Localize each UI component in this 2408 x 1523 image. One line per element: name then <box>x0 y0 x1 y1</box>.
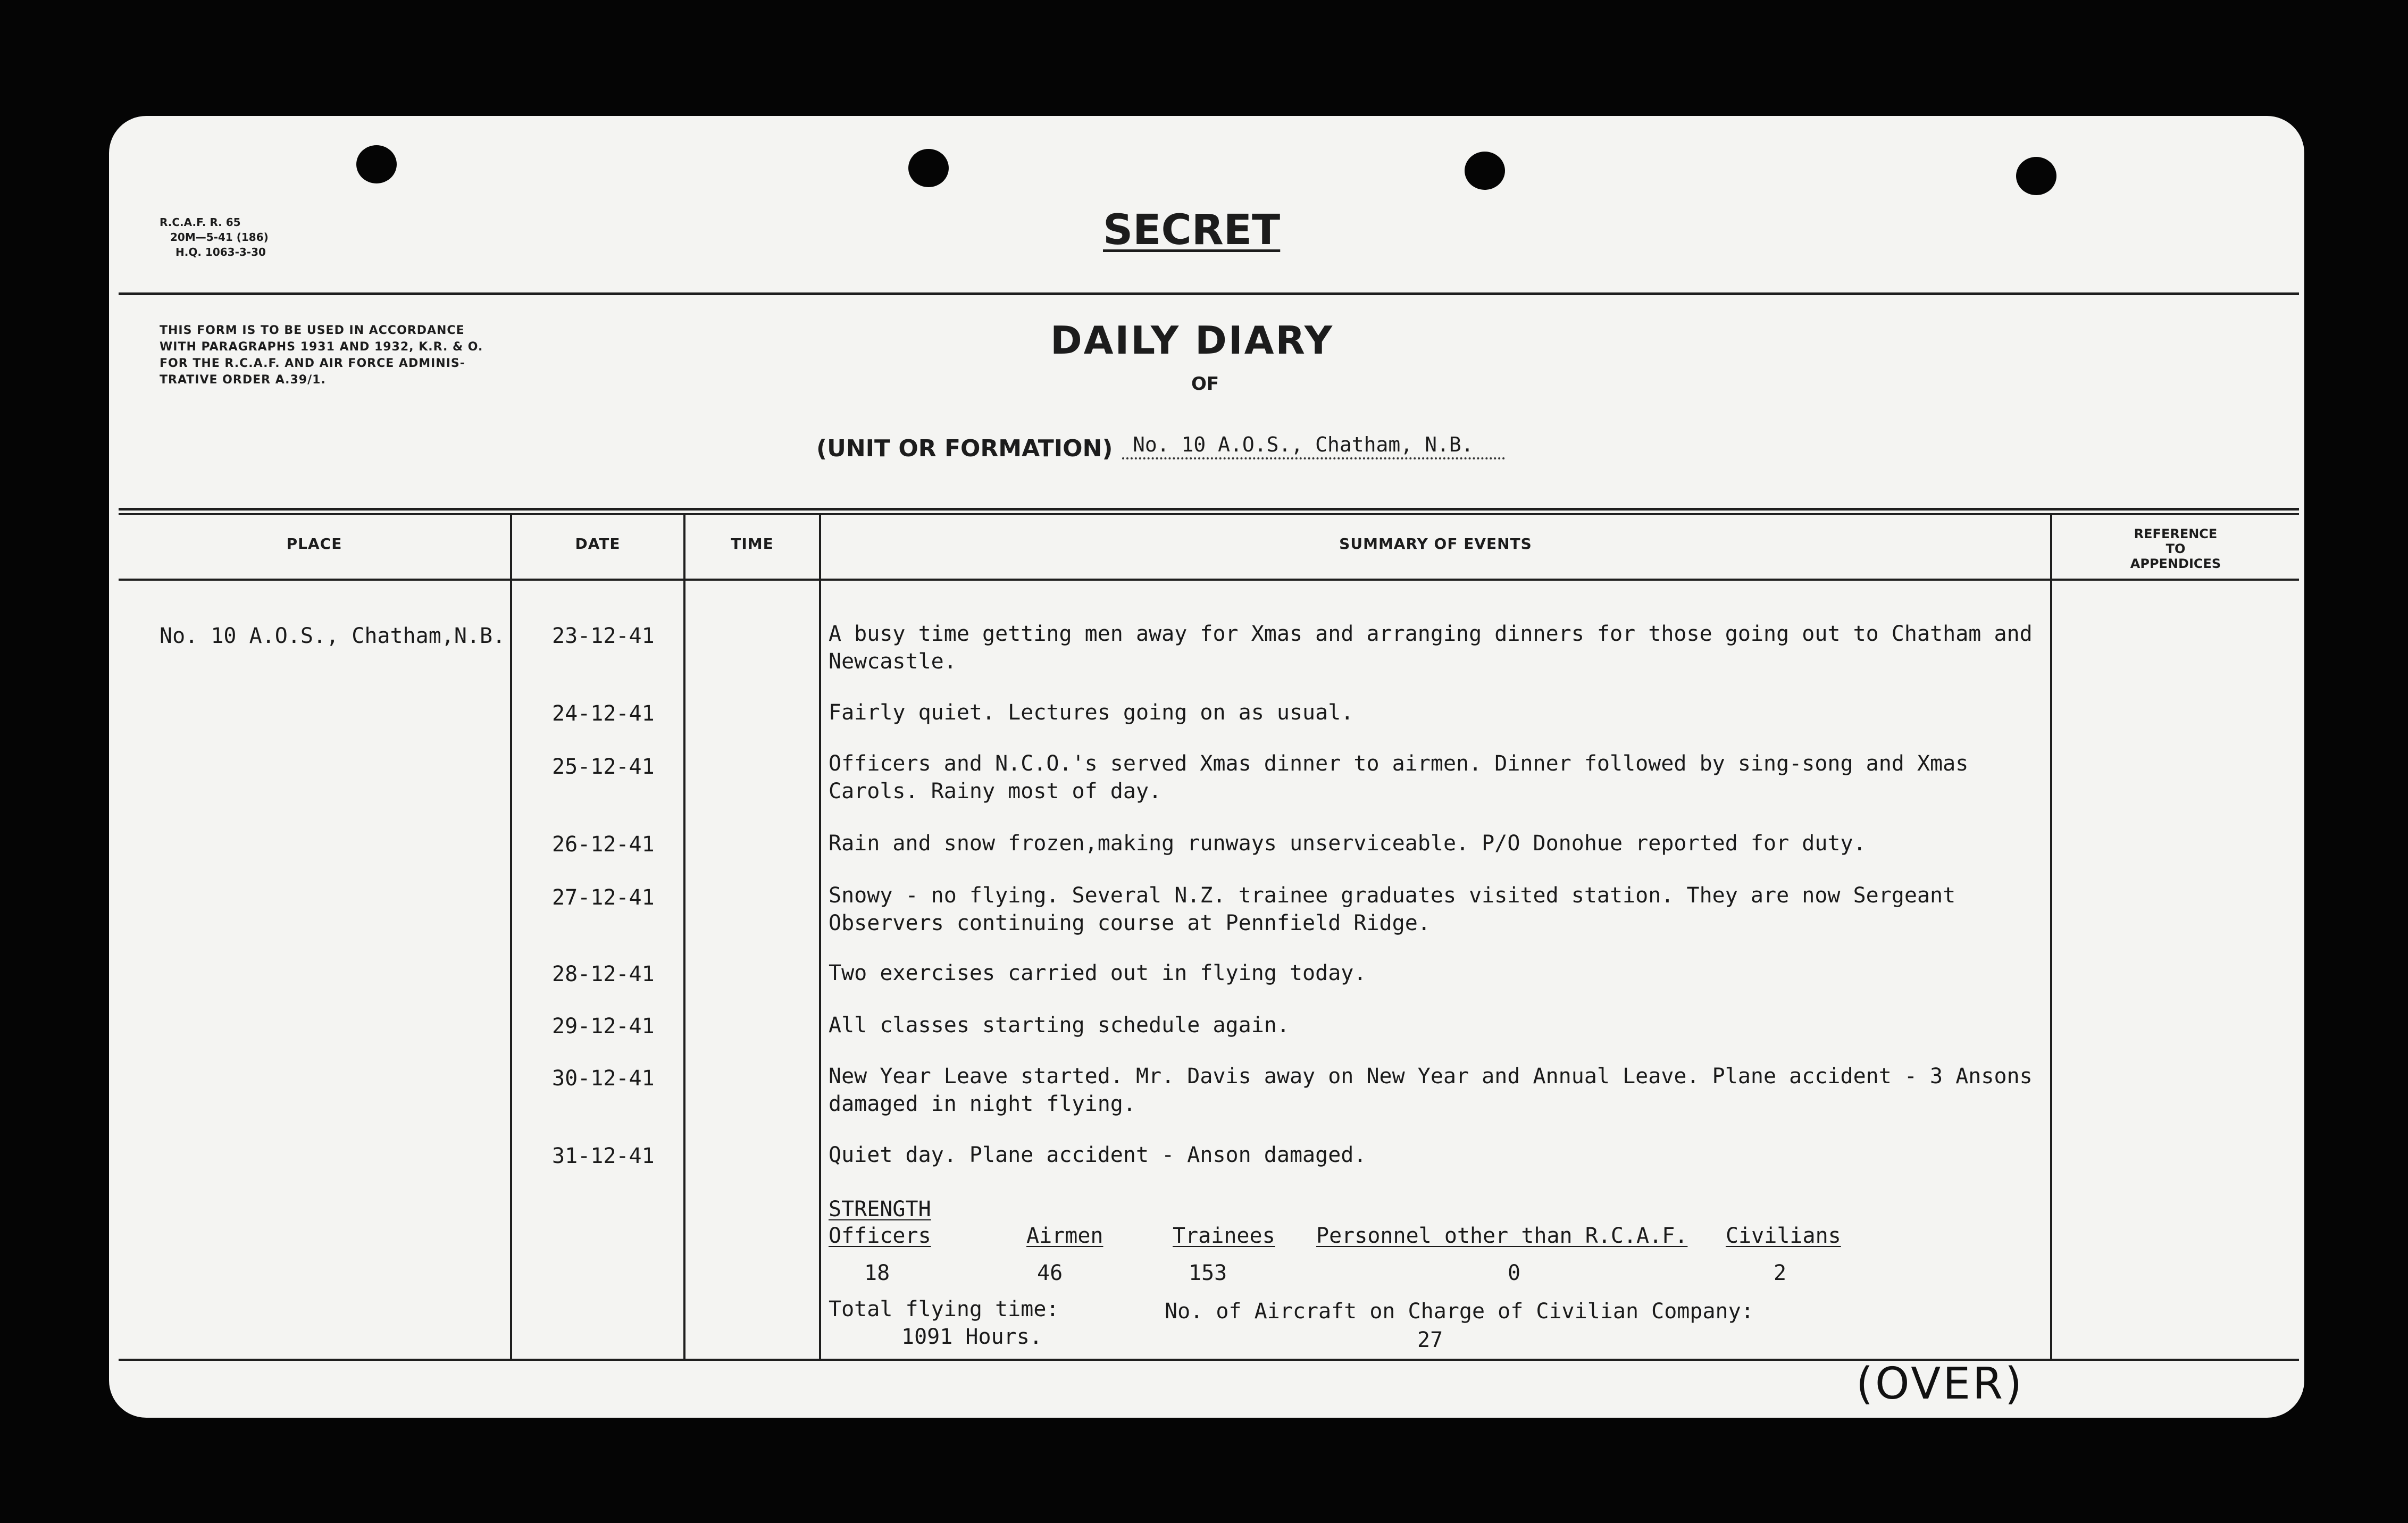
column-divider-date <box>683 515 685 1360</box>
strength-value-other-personnel: 0 <box>1508 1261 1521 1285</box>
column-divider-place <box>510 515 512 1360</box>
strength-label-officers: Officers <box>829 1224 931 1248</box>
classification-title: SECRET <box>1103 206 1281 254</box>
handwritten-over-note: (OVER) <box>1856 1359 2024 1409</box>
entry-summary: Two exercises carried out in flying today. <box>829 961 1367 985</box>
entry-summary: All classes starting schedule again. <box>829 1013 1290 1037</box>
entry-date: 24-12-41 <box>552 701 655 726</box>
entry-summary: New Year Leave started. Mr. Davis away on New Year and Annual Leave. Plane accident - 3 Ansons damaged in night flying. <box>829 1064 2033 1116</box>
punch-hole <box>2016 157 2056 195</box>
rule-top <box>119 292 2299 295</box>
strength-heading: STRENGTH <box>829 1197 931 1221</box>
total-flying-label: Total flying time: <box>829 1297 1059 1321</box>
entry-summary: Snowy - no flying. Several N.Z. trainee graduates visited station. They are now Sergeant Observers continuing course at Pennfield Ridge. <box>829 883 1956 935</box>
column-header-summary: SUMMARY OF EVENTS <box>1339 535 1532 553</box>
entry-summary: Fairly quiet. Lectures going on as usual. <box>829 700 1354 725</box>
punch-hole <box>356 145 397 183</box>
form-code: R.C.A.F. R. 65 20M—5-41 (186) H.Q. 1063-3-30 <box>160 216 269 258</box>
entry-date: 27-12-41 <box>552 885 655 910</box>
entry-summary: A busy time getting men away for Xmas and arranging dinners for those going out to Chatham and Newcastle. <box>829 622 2033 674</box>
unit-label: (UNIT OR FORMATION) <box>816 435 1113 462</box>
strength-label-other-personnel: Personnel other than R.C.A.F. <box>1316 1224 1688 1248</box>
entry-date: 30-12-41 <box>552 1066 655 1091</box>
diary-card <box>109 116 2304 1418</box>
total-flying-value: 1091 Hours. <box>901 1325 1042 1349</box>
punch-hole <box>908 149 949 187</box>
strength-value-trainees: 153 <box>1189 1261 1227 1285</box>
diary-title: DAILY DIARY <box>1050 318 1334 363</box>
column-header-time: TIME <box>731 535 774 553</box>
unit-value: No. 10 A.O.S., Chatham, N.B. <box>1122 433 1505 459</box>
entry-date: 28-12-41 <box>552 962 655 986</box>
column-header-reference: REFERENCE TO APPENDICES <box>2130 526 2221 571</box>
entry-date: 26-12-41 <box>552 832 655 857</box>
entry-summary: Rain and snow frozen,making runways unserviceable. P/O Donohue reported for duty. <box>829 831 1866 856</box>
strength-value-civilians: 2 <box>1774 1261 1787 1285</box>
strength-value-airmen: 46 <box>1037 1261 1063 1285</box>
strength-label-airmen: Airmen <box>1026 1224 1103 1248</box>
diary-title-of: OF <box>1191 373 1219 395</box>
aircraft-label: No. of Aircraft on Charge of Civilian Company: <box>1165 1299 1754 1324</box>
strength-value-officers: 18 <box>864 1261 890 1285</box>
strength-label-trainees: Trainees <box>1173 1224 1275 1248</box>
entry-date: 29-12-41 <box>552 1014 655 1039</box>
punch-hole <box>1465 152 1505 190</box>
entry-date: 25-12-41 <box>552 755 655 779</box>
column-divider-summary <box>2050 515 2052 1360</box>
form-usage-note: THIS FORM IS TO BE USED IN ACCORDANCE WITH PARAGRAPHS 1931 AND 1932, K.R. & O. FOR THE R.C.A.F. AND AIR FORCE ADMINIS- TRATIVE ORDER A.39/1. <box>160 324 483 387</box>
column-header-place: PLACE <box>286 535 342 553</box>
entry-place: No. 10 A.O.S., Chatham,N.B. <box>160 624 506 648</box>
rule-header-top <box>119 508 2299 511</box>
rule-header-bottom <box>119 579 2299 581</box>
column-header-date: DATE <box>575 535 621 553</box>
rule-header-top-2 <box>119 513 2299 515</box>
entry-summary: Officers and N.C.O.'s served Xmas dinner to airmen. Dinner followed by sing-song and Xmas Carols. Rainy most of day. <box>829 751 1969 804</box>
column-divider-time <box>819 515 821 1360</box>
entry-summary: Quiet day. Plane accident - Anson damaged. <box>829 1143 1367 1167</box>
entry-date: 31-12-41 <box>552 1144 655 1168</box>
strength-label-civilians: Civilians <box>1726 1224 1841 1248</box>
entry-date: 23-12-41 <box>552 624 655 648</box>
aircraft-value: 27 <box>1417 1328 1443 1352</box>
